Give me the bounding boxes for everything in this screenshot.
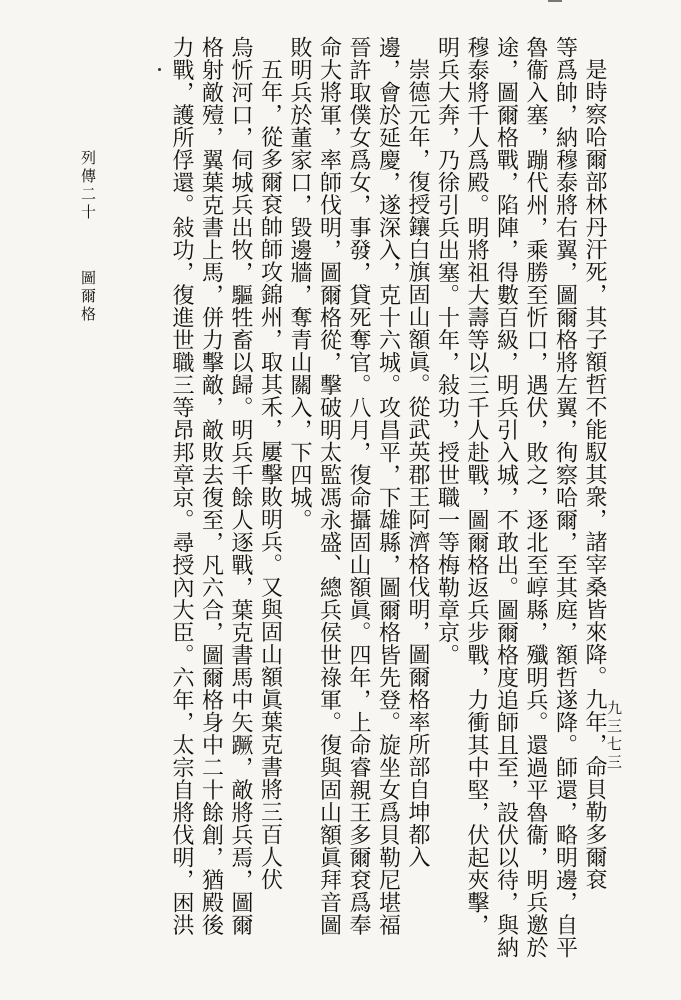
text-column: 魯衞入塞，蹦代州，乘勝至忻口，遇伏，敗之，逐北至崞縣，殲明兵。還過平魯衞，明兵邀於 <box>523 36 548 959</box>
text-column: 命大將軍，率師伐明，圖爾格從，擊破明太監馮永盛、總兵侯世祿軍。復與固山額眞拜音圖 <box>316 36 342 936</box>
text-column: 是時察哈爾部林丹汗死，其子額哲不能馭其衆，諸宰桑皆來降。九年，命貝勒多爾袞 <box>582 58 607 891</box>
text-column: 烏忻河口，伺城兵出牧，驅牲畜以歸。明兵千餘人逐戰，葉克書馬中矢蹶，敵將兵焉，圖爾 <box>228 36 253 936</box>
text-column: 等爲帥，納穆泰將右翼，圖爾格將左翼，徇察哈爾，至其庭，額哲遂降。師還，略明邊，自平 <box>552 36 578 959</box>
text-column: 五年，從多爾袞帥師攻錦州，取其禾，屢擊敗明兵。又與固山額眞葉克書將三百人伏 <box>257 58 283 891</box>
text-column: 崇德元年，復授鑲白旗固山額眞。從武英郡王阿濟格伐明，圖爾格率所部自坤都入 <box>405 58 430 868</box>
text-column: 途，圖爾格戰，陷陣，得數百級，明兵引入城，不敢出。圖爾格度追師且至，設伏以待，與納 <box>493 36 519 959</box>
text-column: 敗明兵於董家口，毀邊牆，奪青山關入，下四城。 <box>287 36 312 531</box>
text-column: 明兵大奔，乃徐引兵出塞。十年，敍功，授世職一等梅勒章京。 <box>434 36 460 666</box>
page-number: 九三七三 <box>605 700 623 772</box>
text-column: 穆泰將千人爲殿。明將祖大壽等以三千人赴戰，圖爾格返兵步戰，力衝其中堅，伏起夾擊， <box>464 36 489 936</box>
top-edge-mark <box>548 0 562 2</box>
running-head-title: 列傳二十 <box>79 150 97 222</box>
text-column: 邊，會於延慶，遂深入，克十六城。攻昌平，下雄縣，圖爾格皆先登。旋坐女爲貝勒尼堪福 <box>375 36 401 936</box>
text-column: 格射敵殪，翼葉克書上馬，併力擊敵，敵敗去復至，凡六合，圖爾格身中二十餘創，猶殿後 <box>198 36 224 936</box>
running-head-chapter: 圖爾格 <box>79 270 97 324</box>
text-column: 晉許取僕女爲女，事發，貸死奪官。八月，復命攝固山額眞。四年，上命睿親王多爾袞爲奉 <box>346 36 371 936</box>
vertical-body-text <box>109 36 609 961</box>
text-column: 力戰，護所俘還。敍功，復進世職三等昂邦章京。尋授內大臣。六年，太宗自將伐明，困洪 <box>169 36 194 936</box>
